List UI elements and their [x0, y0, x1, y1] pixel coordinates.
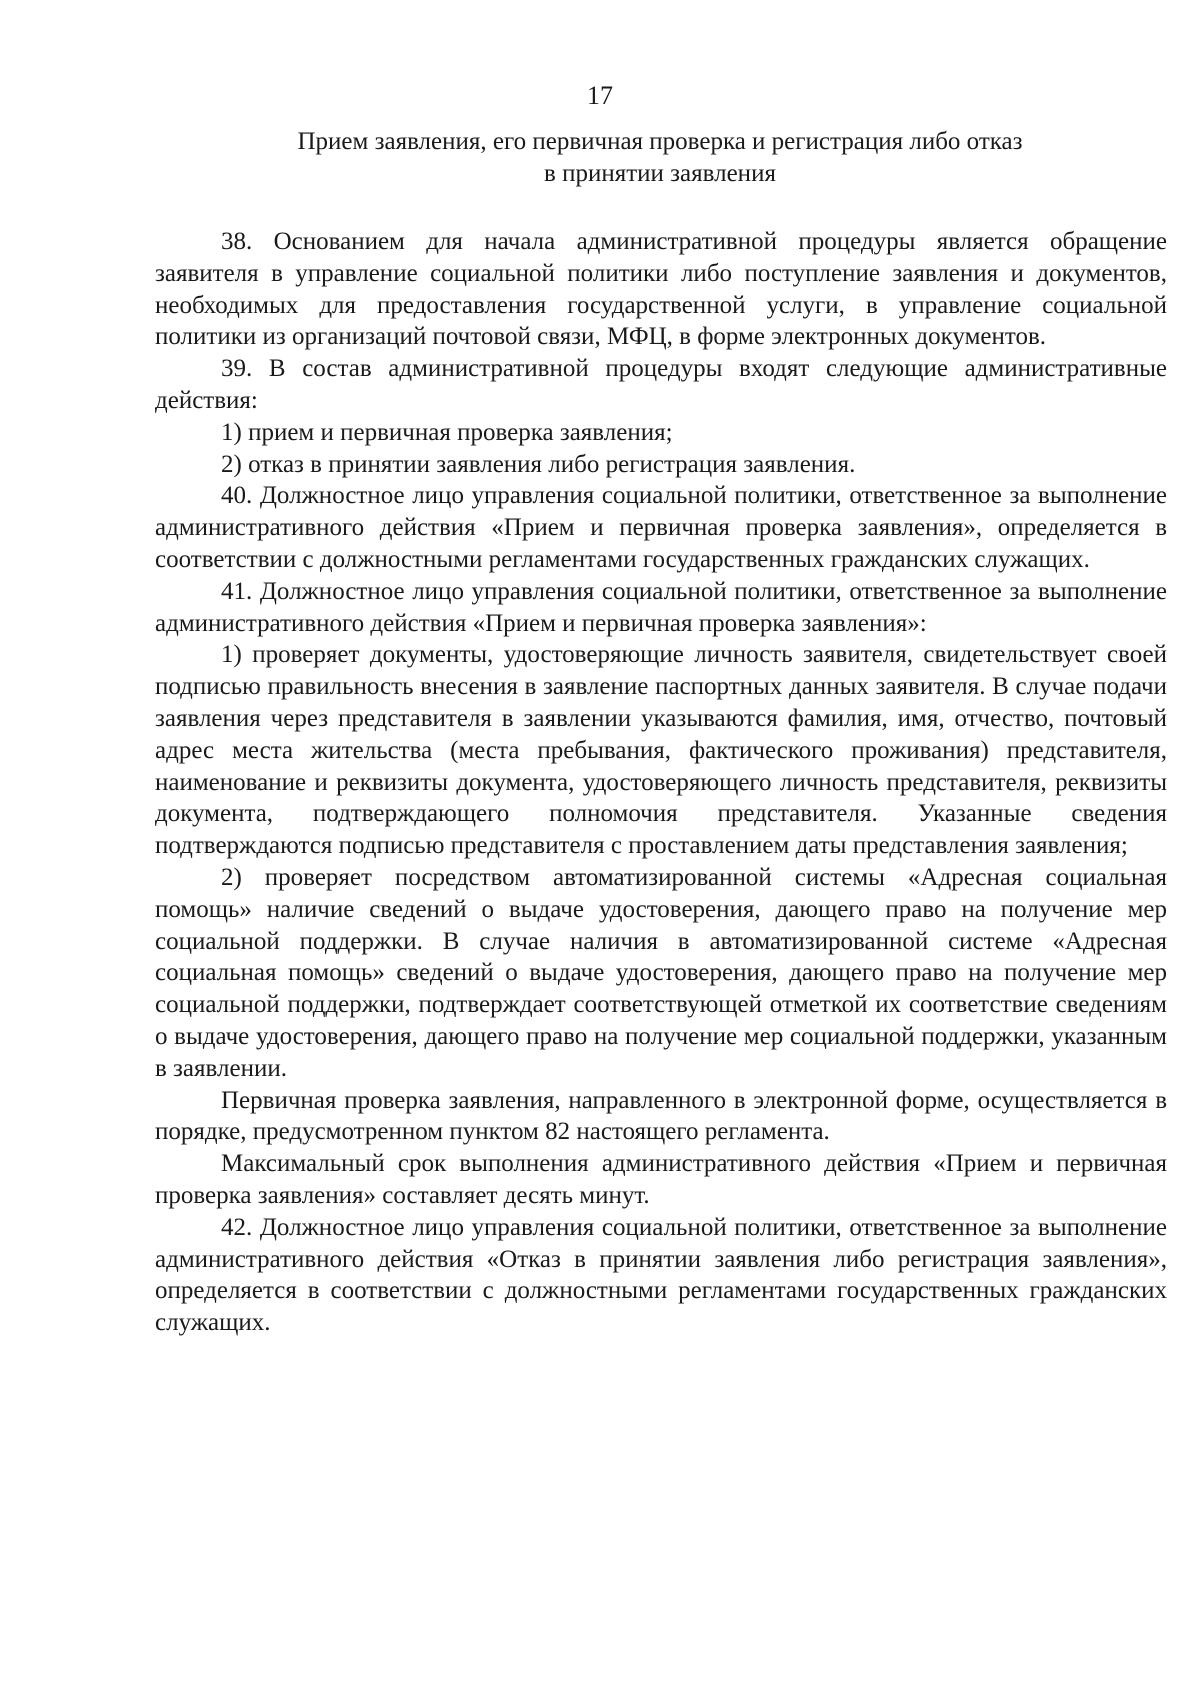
paragraph-42: 42. Должностное лицо управления социальной политики, ответственное за выполнение административного действия «Отказ в принятии заявления либо регистрация заявления», определяется в соответствии с должностными регламентами государственных гражданских служащих.: [155, 1213, 1167, 1337]
paragraph-38: 38. Основанием для начала административной процедуры является обращение заявителя в управление социальной политики либо поступление заявления и документов, необходимых для предоставления государственной услуги, в управление социальной политики из организаций почтовой связи, МФЦ, в форме электронных документов.: [155, 228, 1167, 351]
paragraph-electronic-check: Первичная проверка заявления, направленного в электронной форме, осуществляется в порядке, предусмотренном пунктом 82 настоящего регламента.: [155, 1086, 1167, 1146]
paragraph-39-item-1: 1) прием и первичная проверка заявления;: [221, 418, 673, 446]
page-number: 17: [587, 81, 613, 110]
paragraph-41-item-2: 2) проверяет посредством автоматизированной системы «Адресная социальная помощь» наличие сведений о выдаче удостоверения, дающего право на получение мер социальной поддержки. В случае наличия в автоматизированной системе «Адресная социальная помощь» сведений о выдаче удостоверения, дающего право на получение мер социальной поддержки, подтверждает соответствующей отметкой их соответствие сведениям о выдаче удостоверения, дающего право на получение мер социальной поддержки, указанным в заявлении.: [155, 863, 1167, 1082]
paragraph-40: 40. Должностное лицо управления социальной политики, ответственное за выполнение административного действия «Прием и первичная проверка заявления», определяется в соответствии с должностными регламентами государственных гражданских служащих.: [155, 482, 1167, 573]
section-heading: [230, 126, 1090, 190]
document-body: [155, 226, 1167, 1339]
paragraph-41: 41. Должностное лицо управления социальной политики, ответственное за выполнение административного действия «Прием и первичная проверка заявления»:: [155, 577, 1167, 637]
section-heading-line-2: в принятии заявления: [544, 160, 776, 187]
paragraph-39: 39. В состав административной процедуры входят следующие административные действия:: [155, 355, 1167, 414]
paragraph-41-item-1: 1) проверяет документы, удостоверяющие личность заявителя, свидетельствует своей подписью правильность внесения в заявление паспортных данных заявителя. В случае подачи заявления через представителя в заявлении указываются фамилия, имя, отчество, почтовый адрес места жительства (места пребывания, фактического проживания) представителя, наименование и реквизиты документа, удостоверяющего личность представителя, реквизиты документа, подтверждающего полномочия представителя. Указанные сведения подтверждаются подписью представителя с проставлением даты представления заявления;: [155, 641, 1167, 860]
paragraph-max-duration: Максимальный срок выполнения административного действия «Прием и первичная проверка заявления» составляет десять минут.: [155, 1150, 1167, 1209]
paragraph-39-item-2: 2) отказ в принятии заявления либо регистрация заявления.: [221, 450, 856, 478]
section-heading-line-1: Прием заявления, его первичная проверка и регистрация либо отказ: [297, 128, 1023, 155]
